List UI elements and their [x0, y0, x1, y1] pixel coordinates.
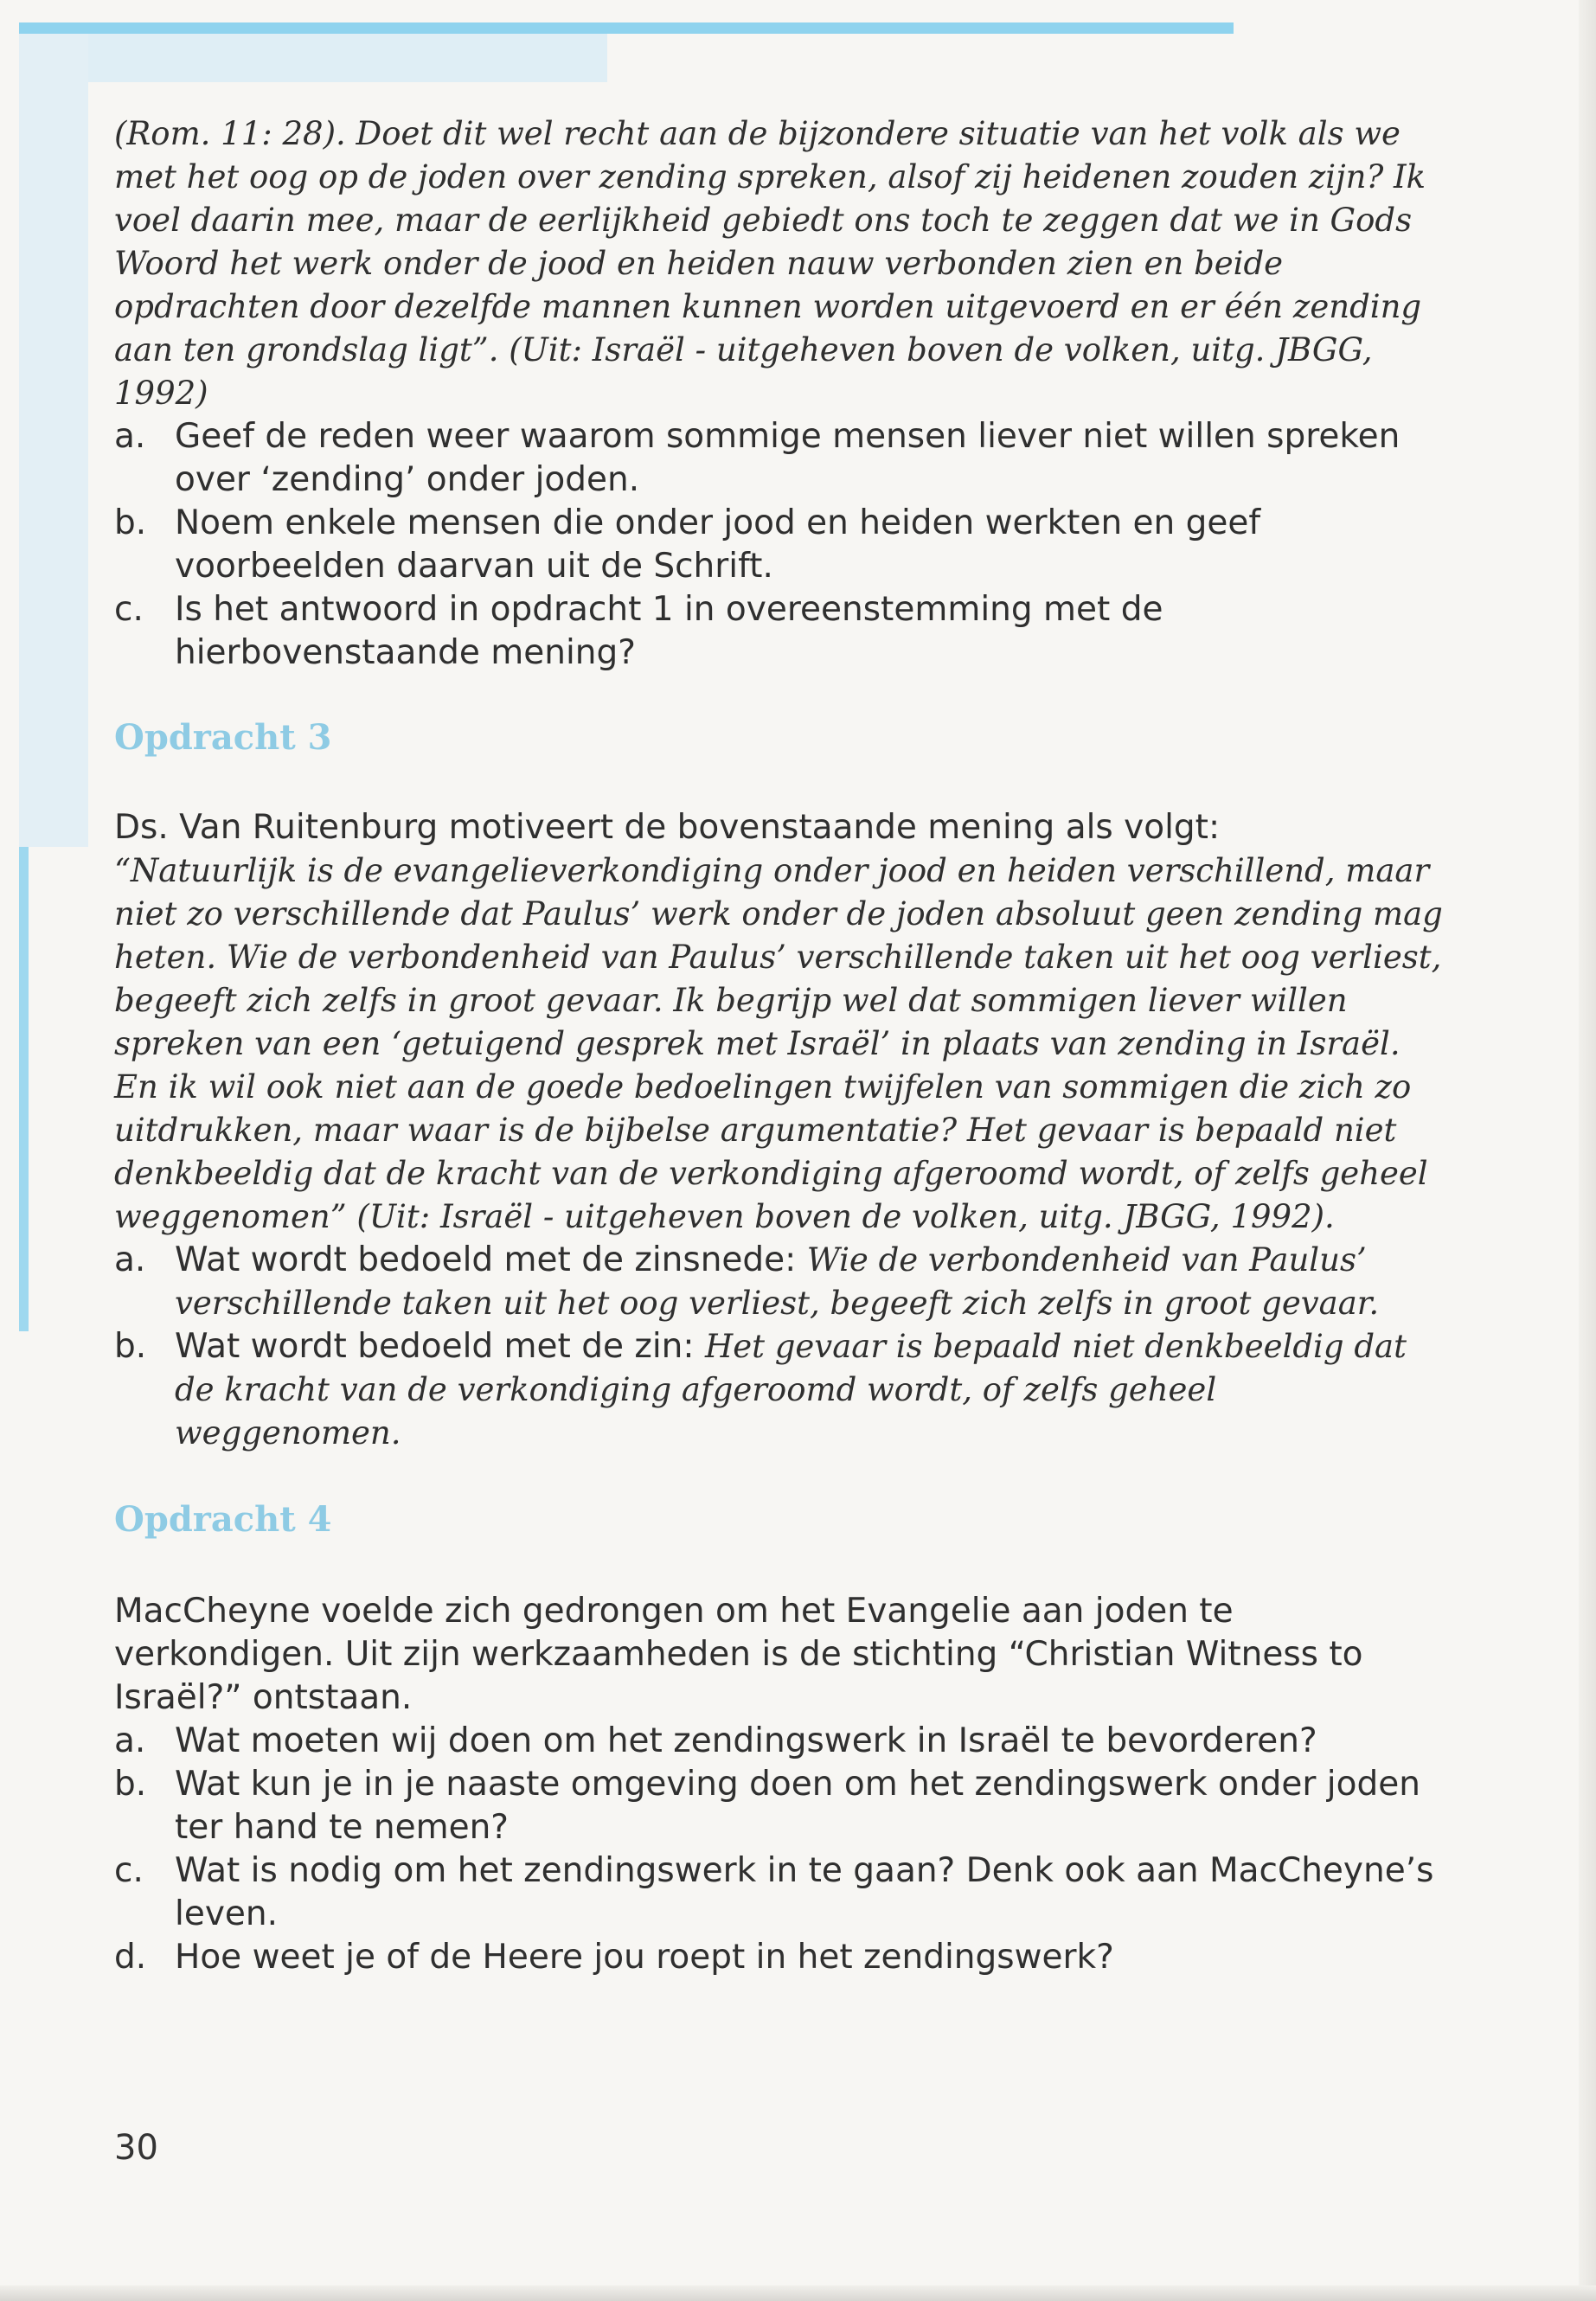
question-emphasis: Het gevaar is bepaald niet denkbeeldig dat de kracht van de verkondiging afgeroomd wordt, of zelfs geheel weggenomen.	[175, 1328, 1407, 1452]
question-label: b.	[114, 1327, 147, 1366]
question-text: Wat is nodig om het zendingswerk in te gaan? Denk ook aan MacCheyne’s leven.	[175, 1851, 1434, 1933]
question-label: c.	[114, 590, 144, 629]
opdracht-4-question-d	[114, 1936, 1446, 1979]
intro-question-c	[114, 588, 1446, 675]
decorative-corner-block	[19, 34, 607, 82]
page-content	[114, 112, 1446, 1979]
question-text: Is het antwoord in opdracht 1 in overeenstemming met de hierbovenstaande mening?	[175, 590, 1163, 672]
opdracht-3-quote: “Natuurlijk is de evangelieverkondiging onder jood en heiden verschillend, maar niet zo verschillende dat Paulus’ werk onder de joden absoluut geen zending mag heten. Wie de verbondenheid van Paulus’ verschillende taken uit het oog verliest, begeeft zich zelfs in groot gevaar. Ik begrijp wel dat sommigen liever willen spreken van een ‘getuigend gesprek met Israël’ in plaats van zending in Israël. En ik wil ook niet aan de goede bedoelingen twijfelen van sommigen die zich zo uitdrukken, maar waar is de bijbelse argumentatie? Het gevaar is bepaald niet denkbeeldig dat de kracht van de verkondiging afgeroomd wordt, of zelfs geheel weggenomen” (Uit: Israël - uitgeheven boven de volken, uitg. JBGG, 1992).	[114, 852, 1443, 1235]
opdracht-4-questions	[114, 1720, 1446, 1979]
intro-quote: (Rom. 11: 28). Doet dit wel recht aan de bijzondere situatie van het volk als we met het oog op de joden over zending spreken, alsof zij heidenen zouden zijn? Ik voel daarin mee, maar de eerlijkheid gebiedt ons toch te zeggen dat we in Gods Woord het werk onder de jood en heiden nauw verbonden zien en beide opdrachten door dezelfde mannen kunnen worden uitgevoerd en er één zending aan ten grondslag ligt”. (Uit: Israël - uitgeheven boven de volken, uitg. JBGG, 1992)	[114, 115, 1426, 412]
page-right-edge	[1579, 0, 1596, 2301]
intro-question-b	[114, 502, 1446, 588]
opdracht-4-heading: Opdracht 4	[114, 1499, 332, 1540]
question-label: a.	[114, 1240, 146, 1279]
opdracht-4-question-b	[114, 1763, 1446, 1849]
page-number: 30	[114, 2128, 158, 2168]
question-label: a.	[114, 417, 146, 456]
question-text: Wat wordt bedoeld met de zinsnede:	[175, 1240, 807, 1279]
intro-questions	[114, 415, 1446, 675]
opdracht-3-heading: Opdracht 3	[114, 717, 332, 758]
opdracht-3-question-b	[114, 1325, 1446, 1455]
opdracht-3-question-a	[114, 1239, 1446, 1325]
opdracht-4-question-a	[114, 1720, 1446, 1763]
decorative-top-bar	[19, 22, 1234, 34]
question-text: Wat kun je in je naaste omgeving doen om het zendingswerk onder joden ter hand te nemen?	[175, 1765, 1420, 1847]
opdracht-3-lead: Ds. Van Ruitenburg motiveert de bovenstaande mening als volgt:	[114, 808, 1221, 847]
question-emphasis: Wie de verbondenheid van Paulus’ verschillende taken uit het oog verliest, begeeft zich zelfs in groot gevaar.	[175, 1241, 1380, 1322]
question-label: a.	[114, 1721, 146, 1760]
question-label: b.	[114, 1765, 147, 1804]
opdracht-4-question-c	[114, 1849, 1446, 1936]
question-text: Noem enkele mensen die onder jood en heiden werkten en geef voorbeelden daarvan uit de Schrift.	[175, 503, 1261, 586]
question-text: Geef de reden weer waarom sommige mensen liever niet willen spreken over ‘zending’ onder joden.	[175, 417, 1401, 499]
question-label: b.	[114, 503, 147, 542]
page-bottom-edge	[0, 2285, 1596, 2301]
question-label: d.	[114, 1938, 147, 1977]
question-text: Wat moeten wij doen om het zendingswerk in Israël te bevorderen?	[175, 1721, 1317, 1760]
decorative-left-band	[19, 34, 88, 847]
question-label: c.	[114, 1851, 144, 1890]
opdracht-4-lead: MacCheyne voelde zich gedrongen om het Evangelie aan joden te verkondigen. Uit zijn werkzaamheden is de stichting “Christian Witness to Israël?” ontstaan.	[114, 1592, 1363, 1717]
question-text: Hoe weet je of de Heere jou roept in het zendingswerk?	[175, 1938, 1114, 1977]
question-text: Wat wordt bedoeld met de zin:	[175, 1327, 705, 1366]
intro-question-a	[114, 415, 1446, 502]
decorative-left-line	[19, 847, 29, 1331]
opdracht-3-questions	[114, 1239, 1446, 1455]
